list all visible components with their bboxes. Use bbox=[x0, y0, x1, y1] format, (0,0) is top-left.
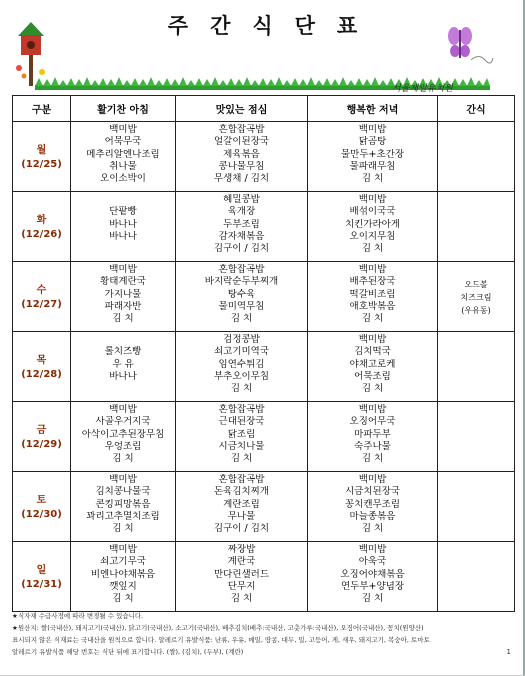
header-lunch: 맛있는 점심 bbox=[176, 96, 308, 122]
breakfast-item: 메추리알엔나조림 bbox=[86, 148, 160, 160]
lunch-item: 계란국 bbox=[227, 556, 256, 568]
lunch-item: 김구이 / 김치 bbox=[213, 243, 270, 255]
lunch-item: 시금치나물 bbox=[218, 440, 265, 452]
lunch-item: 만다린샐러드 bbox=[213, 568, 270, 580]
dinner-cell bbox=[308, 542, 438, 612]
breakfast-item: 파래자반 bbox=[104, 300, 142, 312]
dinner-item: 김 치 bbox=[361, 453, 384, 465]
dinner-item: 백미밥 bbox=[358, 124, 387, 135]
snack-item: 오드볼 bbox=[464, 280, 488, 289]
dinner-item: 김 치 bbox=[361, 313, 384, 325]
day-date: (12/26) bbox=[21, 228, 62, 240]
breakfast-item: 우 유 bbox=[112, 358, 134, 370]
day-row bbox=[13, 122, 515, 192]
breakfast-item bbox=[71, 243, 175, 255]
breakfast-item: 쇠고기무국 bbox=[100, 556, 146, 568]
header-dinner: 행복한 저녁 bbox=[308, 96, 438, 122]
lunch-item: 닭조림 bbox=[227, 428, 256, 440]
day-date: (12/28) bbox=[21, 368, 62, 380]
lunch-cell bbox=[176, 262, 308, 332]
breakfast-item: 백미밥 bbox=[109, 474, 137, 485]
snack-cell bbox=[438, 332, 515, 402]
breakfast-item: 롤치즈빵 bbox=[104, 346, 142, 358]
breakfast-cell bbox=[71, 192, 176, 262]
lunch-cell bbox=[176, 332, 308, 402]
day-cell bbox=[13, 472, 71, 542]
dinner-cell bbox=[308, 402, 438, 472]
dinner-item: 어묵조림 bbox=[354, 370, 391, 382]
lunch-cell bbox=[176, 122, 308, 192]
day-label: 금 bbox=[36, 424, 47, 436]
lunch-item: 김구이 / 김치 bbox=[213, 523, 270, 535]
lunch-item: 물미역무침 bbox=[218, 300, 265, 312]
day-label: 일 bbox=[36, 564, 47, 576]
lunch-item: 흔합잡곡밥 bbox=[218, 124, 265, 135]
day-cell bbox=[13, 192, 71, 262]
dinner-item: 오징어무국 bbox=[349, 416, 396, 428]
dinner-item: 야채고로케 bbox=[349, 358, 396, 370]
note-line: 표시되지 않은 식재료는 국내산을 원칙으로 합니다. 알레르기 유발식품: 난류, 우유, 메밀, 땅콩, 대두, 밀, 고등어, 게, 새우, 돼지고기, 복숭아, 토마토 bbox=[12, 636, 430, 644]
breakfast-item: 바나나 bbox=[109, 370, 137, 382]
lunch-item: 두부조림 bbox=[223, 218, 260, 230]
day-row bbox=[13, 332, 515, 402]
lunch-item: 부추오이무침 bbox=[213, 370, 270, 382]
lunch-cell bbox=[176, 192, 308, 262]
breakfast-item: 가지나물 bbox=[104, 288, 142, 300]
lunch-item: 계란조림 bbox=[223, 498, 260, 510]
note-line: ★원산지: 쌀(국내산), 돼지고기(국내산), 닭고기(국내산), 소고기(국내산), 배추김치(배추:국내산, 고춧가루:국내산), 오징어(국내산), 꽁치(원양산) bbox=[12, 624, 424, 632]
day-row bbox=[13, 472, 515, 542]
snack-cell bbox=[438, 542, 515, 612]
lunch-cell bbox=[176, 472, 308, 542]
dinner-item: 백미밥 bbox=[358, 334, 387, 345]
dinner-item: 치킨가라아게 bbox=[344, 218, 401, 230]
lunch-item: 임연수튀김 bbox=[218, 358, 265, 370]
header-breakfast: 활기찬 아침 bbox=[71, 96, 176, 122]
breakfast-item: 우엉조림 bbox=[104, 440, 142, 452]
dinner-item: 떡갈비조림 bbox=[349, 288, 396, 300]
dinner-item: 김 치 bbox=[361, 593, 384, 605]
breakfast-item: 백미밥 bbox=[109, 124, 137, 135]
page-number: 1 bbox=[506, 648, 511, 656]
day-label: 화 bbox=[36, 214, 47, 226]
lunch-item: 근대된장국 bbox=[218, 416, 265, 428]
day-date: (12/27) bbox=[21, 298, 62, 310]
dinner-item: 시금치된장국 bbox=[344, 486, 401, 498]
lunch-item: 탕수육 bbox=[227, 288, 256, 300]
dinner-item: 김 치 bbox=[361, 383, 384, 395]
dinner-item: 마파두부 bbox=[354, 428, 391, 440]
lunch-item: 무생채 / 김치 bbox=[213, 173, 270, 185]
dinner-item: 닭곰탕 bbox=[358, 136, 387, 148]
lunch-item: 감자채볶음 bbox=[218, 230, 265, 242]
lunch-item: 바지락순두부찌개 bbox=[204, 276, 279, 288]
lunch-item: 쇠고기미역국 bbox=[213, 346, 270, 358]
breakfast-cell bbox=[71, 542, 176, 612]
dinner-item: 김치떡국 bbox=[354, 346, 391, 358]
breakfast-item: 김 치 bbox=[112, 523, 134, 535]
breakfast-item: 황태계란국 bbox=[100, 276, 146, 288]
dinner-item: 마늘종볶음 bbox=[349, 510, 396, 522]
breakfast-cell bbox=[71, 122, 176, 192]
day-cell bbox=[13, 402, 71, 472]
day-label: 수 bbox=[36, 284, 47, 296]
lunch-item: 제육볶음 bbox=[223, 148, 260, 160]
breakfast-item: 비엔나야채볶음 bbox=[90, 568, 156, 580]
day-date: (12/31) bbox=[21, 578, 62, 590]
day-cell bbox=[13, 542, 71, 612]
snack-cell bbox=[438, 262, 515, 332]
breakfast-item: 바나나 bbox=[109, 230, 137, 242]
dinner-item: 숙주나물 bbox=[354, 440, 391, 452]
dinner-cell bbox=[308, 192, 438, 262]
snack-item: (우유동) bbox=[461, 306, 491, 315]
day-date: (12/29) bbox=[21, 438, 62, 450]
breakfast-item bbox=[71, 383, 175, 395]
dinner-item: 김 치 bbox=[361, 523, 384, 535]
note-line: ★식자재 수급사정에 따라 변경될 수 있습니다. bbox=[12, 612, 144, 620]
snack-cell bbox=[438, 472, 515, 542]
dinner-item: 김 치 bbox=[361, 173, 384, 185]
day-row bbox=[13, 542, 515, 612]
day-label: 월 bbox=[36, 144, 47, 156]
dinner-cell bbox=[308, 122, 438, 192]
dinner-item: 아욱국 bbox=[358, 556, 387, 568]
breakfast-cell bbox=[71, 332, 176, 402]
dinner-item: 배추된장국 bbox=[349, 276, 396, 288]
breakfast-item bbox=[71, 194, 175, 206]
breakfast-item bbox=[71, 334, 175, 346]
dinner-item: 백미밥 bbox=[358, 194, 387, 205]
header-row bbox=[13, 96, 515, 122]
dinner-item: 꽁치캔무조림 bbox=[344, 498, 401, 510]
snack-item: 치즈크림 bbox=[460, 293, 492, 302]
breakfast-item: 김 치 bbox=[112, 453, 134, 465]
lunch-item: 검정콩밥 bbox=[223, 334, 260, 345]
lunch-item: 혼합잡곡밥 bbox=[218, 264, 265, 275]
dinner-item: 백미밥 bbox=[358, 474, 387, 485]
dinner-item: 오징어야채볶음 bbox=[340, 568, 405, 580]
day-cell bbox=[13, 122, 71, 192]
lunch-item: 콩나물무침 bbox=[218, 160, 265, 172]
dinner-cell bbox=[308, 472, 438, 542]
snack-cell bbox=[438, 402, 515, 472]
dinner-item: 백미밥 bbox=[358, 264, 387, 275]
lunch-item: 육개장 bbox=[227, 206, 256, 218]
dinner-item: 연두부+양념장 bbox=[340, 580, 405, 592]
breakfast-item: 백미밥 bbox=[109, 544, 137, 555]
lunch-item: 혜밀콩밥 bbox=[223, 194, 260, 205]
header-snack: 간식 bbox=[438, 96, 515, 122]
breakfast-item: 백미밥 bbox=[109, 264, 137, 275]
dinner-item: 백미밥 bbox=[358, 404, 387, 415]
breakfast-item: 단팥빵 bbox=[109, 206, 137, 218]
breakfast-item: 취나물 bbox=[109, 160, 137, 172]
lunch-item: 짜장밥 bbox=[227, 544, 256, 555]
snack-cell bbox=[438, 122, 515, 192]
breakfast-cell bbox=[71, 402, 176, 472]
dinner-item: 배섞이국국 bbox=[349, 206, 396, 218]
breakfast-item: 깻잎지 bbox=[109, 580, 137, 592]
lunch-item: 김 치 bbox=[230, 593, 253, 605]
dinner-item: 오이지무침 bbox=[349, 230, 396, 242]
dinner-item: 물파래무침 bbox=[349, 160, 396, 172]
breakfast-item: 사골우거지국 bbox=[95, 416, 151, 428]
lunch-item: 돈육김치찌개 bbox=[213, 486, 270, 498]
day-date: (12/25) bbox=[21, 158, 62, 170]
lunch-item: 김 치 bbox=[230, 453, 253, 465]
dinner-cell bbox=[308, 262, 438, 332]
breakfast-cell bbox=[71, 262, 176, 332]
dinner-item: 애호박볶음 bbox=[349, 300, 396, 312]
note-line: 알레르기 유발식품 해당 번호는 식단 뒤에 표기합니다. (쌀), (김치), (두부), (계란) bbox=[12, 648, 244, 656]
breakfast-item: 백미밥 bbox=[109, 404, 137, 415]
menu-body bbox=[13, 122, 515, 612]
breakfast-item: 김 치 bbox=[112, 593, 134, 605]
day-date: (12/30) bbox=[21, 508, 62, 520]
header-division: 구분 bbox=[13, 96, 71, 122]
day-row bbox=[13, 192, 515, 262]
lunch-item: 단무지 bbox=[227, 580, 256, 592]
menu-table bbox=[12, 95, 515, 612]
butterfly-icon bbox=[445, 25, 495, 70]
dinner-cell bbox=[308, 332, 438, 402]
lunch-item: 김 치 bbox=[230, 313, 253, 325]
dinner-item: 물만두+초간장 bbox=[340, 148, 405, 160]
day-row bbox=[13, 262, 515, 332]
breakfast-item: 꽈리고추멸치조림 bbox=[86, 510, 160, 522]
breakfast-item: 김치콩나물국 bbox=[95, 486, 151, 498]
snack-cell bbox=[438, 192, 515, 262]
breakfast-item: 콘킹피망볶음 bbox=[95, 498, 151, 510]
notes bbox=[12, 610, 514, 658]
day-cell bbox=[13, 332, 71, 402]
breakfast-item: 어묵무국 bbox=[104, 136, 142, 148]
day-label: 목 bbox=[36, 354, 47, 366]
breakfast-item: 바나나 bbox=[109, 218, 137, 230]
lunch-item: 무나물 bbox=[227, 510, 256, 522]
day-label: 토 bbox=[36, 494, 47, 506]
breakfast-cell bbox=[71, 472, 176, 542]
lunch-item: 김 치 bbox=[230, 383, 253, 395]
breakfast-item: 김 치 bbox=[112, 313, 134, 325]
breakfast-item: 아삭이고추된장무침 bbox=[81, 428, 165, 440]
day-cell bbox=[13, 262, 71, 332]
dinner-item: 김 치 bbox=[361, 243, 384, 255]
lunch-item: 얼갈이된장국 bbox=[213, 136, 270, 148]
dinner-item: 백미밥 bbox=[358, 544, 387, 555]
lunch-item: 혼합잡곡밥 bbox=[218, 404, 265, 415]
lunch-cell bbox=[176, 542, 308, 612]
school-name: 서울제일유치원 bbox=[392, 84, 453, 94]
day-row bbox=[13, 402, 515, 472]
breakfast-item: 오이소박이 bbox=[100, 173, 146, 185]
page-title: 주간식단표 bbox=[167, 14, 380, 38]
lunch-item: 혼합잡곡밥 bbox=[218, 474, 265, 485]
lunch-cell bbox=[176, 402, 308, 472]
